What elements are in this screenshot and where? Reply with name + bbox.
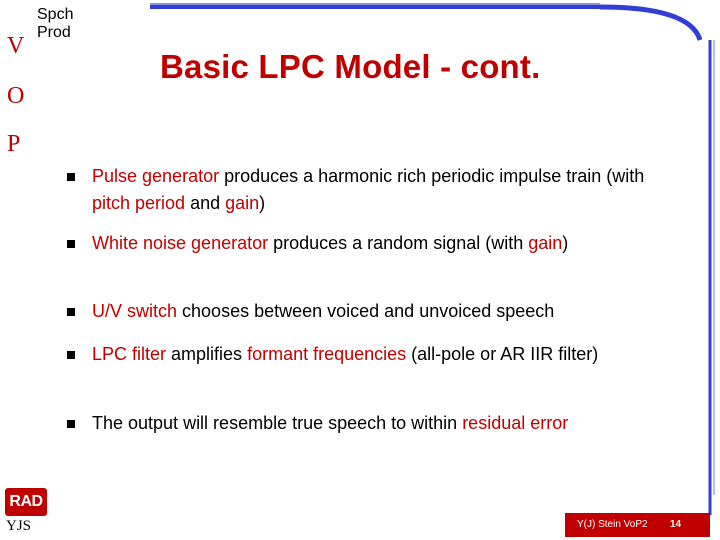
bullet-text bbox=[92, 298, 652, 325]
highlighted-term: U/V switch bbox=[92, 301, 178, 321]
author-initials: YJS bbox=[6, 518, 32, 534]
sidebar-letter-o: O bbox=[7, 83, 25, 109]
rad-logo: RAD bbox=[5, 488, 47, 516]
sidebar-letter-p: P bbox=[7, 131, 21, 157]
bullet-text bbox=[92, 230, 652, 257]
footer-author: Y(J) Stein VoP2 bbox=[577, 519, 648, 530]
highlighted-term: gain bbox=[528, 233, 563, 253]
highlighted-term: White noise generator bbox=[92, 233, 269, 253]
bullet-text bbox=[92, 163, 652, 217]
highlighted-term: LPC filter bbox=[92, 344, 167, 364]
bullet-text-segment: The output will resemble true speech to within bbox=[92, 413, 463, 433]
course-label-line2: Prod bbox=[37, 24, 71, 41]
bullet-text-segment: produces a harmonic rich periodic impulse train (with bbox=[219, 166, 645, 186]
bullet-square-icon bbox=[67, 173, 75, 181]
bullet-text-segment: (all-pole or AR IIR filter) bbox=[406, 344, 599, 364]
highlighted-term: pitch period bbox=[92, 193, 186, 213]
bullet-text-segment: produces a random signal (with bbox=[268, 233, 529, 253]
bullet-text bbox=[92, 341, 652, 368]
bullet-text bbox=[92, 410, 652, 437]
highlighted-term: gain bbox=[225, 193, 260, 213]
course-label-line1: Spch bbox=[37, 6, 74, 23]
bullet-square-icon bbox=[67, 351, 75, 359]
bullet-text-segment: chooses between voiced and unvoiced speech bbox=[177, 301, 555, 321]
bullet-text-segment: ) bbox=[562, 233, 569, 253]
bullet-square-icon bbox=[67, 420, 75, 428]
bullet-text-segment: and bbox=[185, 193, 226, 213]
highlighted-term: Pulse generator bbox=[92, 166, 220, 186]
page-number: 14 bbox=[670, 519, 682, 530]
highlighted-term: formant frequencies bbox=[247, 344, 407, 364]
bullet-square-icon bbox=[67, 240, 75, 248]
bullet-text-segment: amplifies bbox=[166, 344, 248, 364]
bullet-square-icon bbox=[67, 308, 75, 316]
sidebar-letter-v: V bbox=[7, 33, 25, 59]
highlighted-term: residual error bbox=[462, 413, 569, 433]
slide-title: Basic LPC Model - cont. bbox=[160, 48, 541, 85]
bullet-text-segment: ) bbox=[259, 193, 266, 213]
